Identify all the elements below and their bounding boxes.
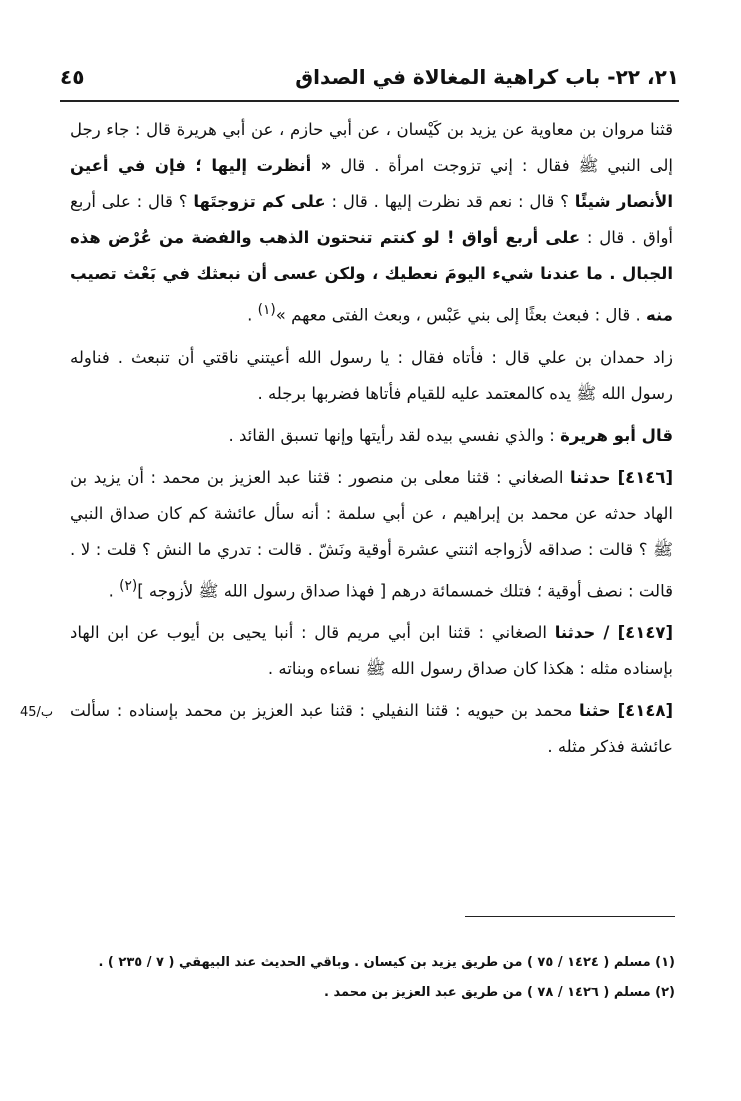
p5-text: الصغاني : قثنا ابن أبي مريم قال : أنبا يحيى بن أيوب عن ابن الهاد بإسناده مثله : هكذا كان صداق رسول الله ﷺ نساءه وبناته . — [70, 623, 673, 678]
hadith-4147-label: [٤١٤٧] / حدثنا — [554, 623, 674, 642]
header-rule — [60, 100, 679, 102]
p6-text: محمد بن حيويه : قثنا النفيلي : قثنا عبد العزيز بن محمد بإسناده : سألت عائشة فذكر مثله . — [70, 701, 673, 756]
p4-text-2: . — [108, 581, 120, 600]
p4-text-1: الصغاني : قثنا معلى بن منصور : قثنا عبد العزيز بن محمد : أن يزيد بن الهاد حدثه عن محمد بن إبراهيم ، عن أبي سلمة : أنه سأل عائشة كم كان صداق النبي ﷺ ؟ قالت : صداقه لأزواجه اثنتي عشرة أوقية ونَشّ . قالت : تدري ما النش ؟ قلت : لا . قالت : نصف أوقية ؛ فتلك خمسمائة درهم [ فهذا صداق رسول الله ﷺ لأزوجه ] — [70, 467, 673, 600]
p1-text-4: . قال : فبعث بعثًا إلى بني عَبْس ، وبعث الفتى معهم » — [275, 305, 647, 325]
footnote-ref-2: (٢) — [119, 577, 138, 594]
paragraph-2: زاد حمدان بن علي قال : فأتاه فقال : يا رسول الله أعيتني ناقتي أن تنبعث . فناوله رسول الله ﷺ يده كالمعتمد عليه للقيام فأتاها فضربها برجله . — [70, 347, 673, 403]
p1-text-5: . — [247, 305, 258, 325]
paragraph-1 — [70, 112, 673, 334]
page-number: ٤٥ — [60, 65, 85, 89]
running-header — [60, 58, 679, 96]
p1-bold-3: على أربع أواق ! لو كنتم تنحتون الذهب والفضة من عُرْض هذه الجبال . ما عندنا شيء اليومَ نعطيك ، ولكن عسى أن نبعثك في بَعْث تصيب منه — [70, 228, 673, 325]
p1-text-1: قثنا مروان بن معاوية عن يزيد بن كَيْسان ، عن أبي حازم ، عن أبي هريرة قال : جاء رجل إلى النبي ﷺ فقال : إني تزوجت امرأة . قال — [70, 120, 673, 175]
p1-text-3: ؟ قال : على أربع أواق . قال : — [70, 192, 673, 247]
main-text — [70, 112, 673, 765]
chapter-title: ٢١، ٢٢- باب كراهية المغالاة في الصداق — [295, 65, 679, 89]
margin-folio-note: 45/ب — [20, 705, 54, 720]
footnotes — [70, 948, 675, 1008]
p1-bold-1: « أنظرت إليها ؛ فإن في أعين الأنصار شيئًا — [70, 156, 673, 211]
paragraph-4 — [70, 460, 673, 610]
p1-text-2: ؟ قال : نعم قد نظرت إليها . قال : — [325, 192, 575, 211]
hadith-4146-label: [٤١٤٦] حدثنا — [569, 467, 673, 487]
paragraph-3 — [70, 418, 673, 454]
footnote-rule — [465, 916, 675, 917]
footnote-1: (١) مسلم ( ١٤٢٤ / ٧٥ ) من طريق يزيد بن كيسان . وباقي الحديث عند البيهقي ( ٧ / ٢٣٥ ) . — [98, 955, 675, 970]
footnote-ref-1: (١) — [257, 302, 276, 318]
p3-bold: قال أبو هريرة — [560, 425, 673, 445]
p3-text: : والذي نفسي بيده لقد رأيتها وإنها تسبق القائد . — [228, 425, 561, 445]
footnote-2: (٢) مسلم ( ١٤٢٦ / ٧٨ ) من طريق عبد العزيز بن محمد . — [324, 985, 675, 1000]
hadith-4148-label: [٤١٤٨] حثنا — [578, 701, 674, 720]
paragraph-5 — [70, 615, 673, 687]
paragraph-6 — [70, 693, 673, 765]
p1-bold-2: على كم تزوجتَها — [193, 192, 326, 211]
